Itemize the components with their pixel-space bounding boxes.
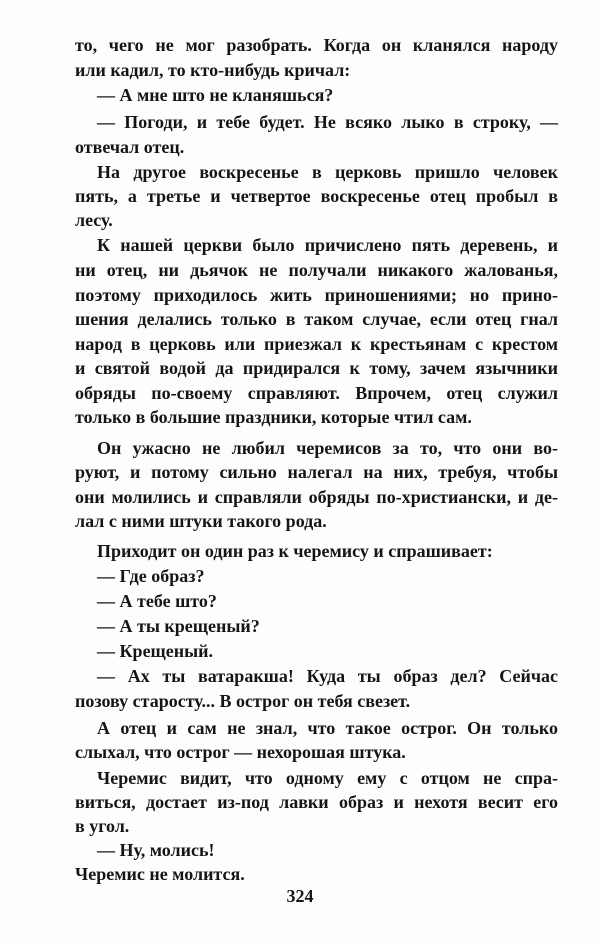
text-line: — Ну, молись! (97, 840, 215, 860)
text-line: Приходит он один раз к черемису и спрашивает: (97, 541, 493, 561)
text-line: Черемис видит, что одному ему с отцом не спра- (97, 768, 558, 788)
text-line: народ в церковь или приезжал к крестьянам с крестом (75, 334, 558, 354)
text-line: лал с ними штуки такого рода. (75, 511, 327, 531)
text-line: обряды по-своему справляют. Впрочем, отец служил (75, 383, 558, 403)
text-line: позову старосту... В острог он тебя свезет. (75, 691, 411, 711)
text-line: в угол. (75, 816, 130, 836)
text-line: — А мне што не кланяшься? (97, 85, 334, 105)
text-line: то, чего не мог разобрать. Когда он кланялся народу (75, 35, 558, 55)
text-line: отвечал отец. (75, 137, 185, 157)
text-line: А отец и сам не знал, что такое острог. Он только (97, 718, 558, 738)
text-line: — А ты крещеный? (97, 616, 260, 636)
text-line: пять, а третье и четвертое воскресенье отец пробыл в (75, 186, 558, 206)
text-line: — Погоди, и тебе будет. Не всяко лыко в строку, — (97, 112, 558, 132)
text-line: шения делались только в таком случае, если отец гнал (75, 309, 558, 329)
text-line: К нашей церкви было причислено пять деревень, и (97, 235, 558, 255)
text-line: виться, достает из-под лавки образ и нехотя весит его (75, 792, 558, 812)
text-line: руют, и потому сильно налегал на них, требуя, чтобы (75, 462, 558, 482)
text-line: поэтому приходилось жить приношениями; но прино- (75, 285, 558, 305)
text-line: — Ах ты ватаракша! Куда ты образ дел? Сейчас (97, 666, 558, 686)
text-line: и святой водой да придирался к тому, зачем язычники (75, 358, 558, 378)
text-line: — А тебе што? (97, 591, 217, 611)
text-line: лесу. (75, 210, 113, 230)
text-line: На другое воскресенье в церковь пришло человек (97, 162, 558, 182)
text-line: слыхал, что острог — нехорошая штука. (75, 742, 406, 762)
text-line: — Крещеный. (97, 641, 214, 661)
text-line: они молились и справляли обряды по-христиански, и де- (75, 487, 558, 507)
text-line: Черемис не молится. (75, 864, 245, 884)
text-line: или кадил, то кто-нибудь кричал: (75, 60, 351, 80)
text-line: ни отец, ни дьячок не получали никакого жалованья, (75, 260, 558, 280)
text-line: — Где образ? (97, 566, 205, 586)
text-line: Он ужасно не любил черемисов за то, что они во- (97, 438, 558, 458)
page-number: 324 (286, 886, 314, 906)
text-line: только в большие праздники, которые чтил сам. (75, 407, 472, 427)
